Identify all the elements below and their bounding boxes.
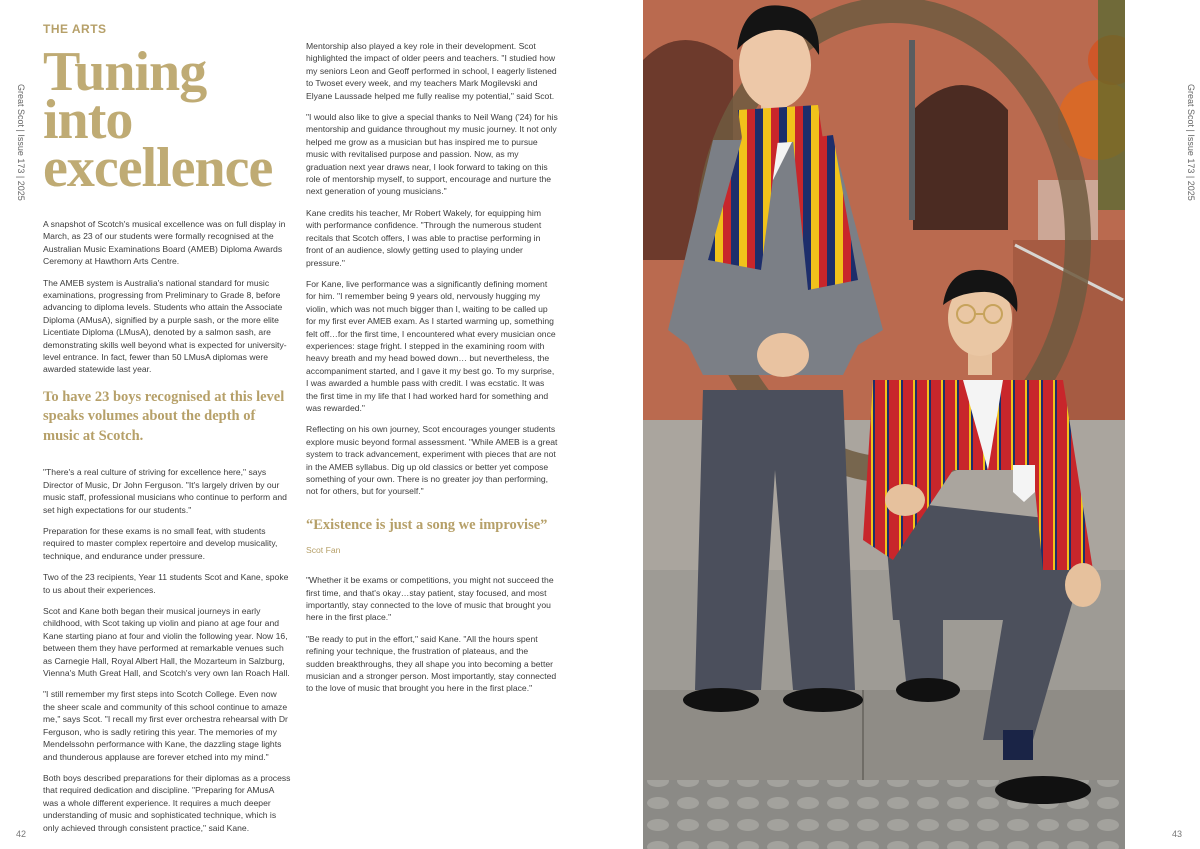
- pull-quote: To have 23 boys recognised at this level speaks volumes about the depth of music at Scotch.: [43, 388, 285, 444]
- page-number-right: 43: [1172, 829, 1183, 839]
- body-paragraph: The AMEB system is Australia's national standard for music examinations, progressing from Preliminary to Grade 8, before advancing to diploma levels. Students who attain the Associate Diploma (AMusA), signified by a purple sash, or the more elite Licentiate Diploma (LMusA), denoted by a salmon sash, are demonstrating skills well beyond what is expected for university-level entrance. In fact, fewer than 50 LMusA diplomas were awarded statewide last year.: [43, 277, 287, 375]
- body-paragraph: "I would also like to give a special thanks to Neil Wang ('24) for his mentorship and guidance throughout my music journey. It not only helped me grow as a musician but has inspired me to pursue music with revitalised purpose and passion. Now, as my graduation next year draws near, I look forward to taking on this role of mentorship myself, to support, encourage and nurture the next generation of young musicians.": [306, 112, 558, 197]
- article-title: [43, 41, 303, 200]
- quote-attribution: Scot Fan: [306, 544, 341, 555]
- body-paragraph: Mentorship also played a key role in their development. Scot highlighted the impact of older peers and teachers. "I studied how my seniors Leon and Geoff performed in school, I eagerly listened to Twoset every week, and my teachers Mark Mogilevski and Elyane Laussade helped me fully realise my potential," said Scot.: [306, 41, 557, 101]
- body-paragraph: "Be ready to put in the effort," said Kane. "All the hours spent refining your technique, the frustration of plateaus, and the sudden breakthroughs, they all shape you into becoming a better musician and a stronger person. Most importantly, stay connected to the love of music that brought you here in the first place.": [306, 633, 557, 694]
- body-paragraph: Reflecting on his own journey, Scot encourages younger students explore music beyond formal assessment. "While AMEB is a great system to track advancement, experiment with pieces that are not in the AMEB syllabus. Dig up old classics or better yet compose something of your own. There is no greater joy than performing, not for others, but for yourself.": [306, 424, 558, 497]
- body-paragraph: Two of the 23 recipients, Year 11 students Scot and Kane, spoke to us about their experiences.: [43, 572, 289, 595]
- running-head-left: Great Scot | Issue 173 | 2025: [16, 84, 26, 201]
- feature-quote: “Existence is just a song we improvise”: [306, 516, 548, 533]
- body-paragraph: "Whether it be exams or competitions, you might not succeed the first time, and that's okay…stay patient, stay focused, and most importantly, stay connected to the love of music that brought you here in the first place.": [306, 575, 554, 623]
- title-line: Tuning: [43, 41, 207, 103]
- body-paragraph: Kane credits his teacher, Mr Robert Wakely, for equipping him with performance confidence. "Through the numerous student recitals that Scotch offers, I was able to practise performing in front of an audience, slowly getting used to playing under pressure.": [306, 207, 542, 268]
- body-paragraph: "There's a real culture of striving for excellence here," says Director of Music, Dr John Ferguson. "It's largely driven by our music staff, professional musicians who continue to perform and set high expectations for our students.": [43, 467, 287, 515]
- body-paragraph: Scot and Kane both began their musical journeys in early childhood, with Scot taking up violin and piano at age four and Kane starting piano at four and violin the following year. Now 16, between them they have performed at remarkable venues such as Carnegie Hall, Royal Albert Hall, the Mozarteum in Salzburg, Vienna's Muth Great Hall, and Scotch's very own Ian Roach Hall.: [43, 606, 290, 679]
- page-number-left: 42: [16, 829, 27, 839]
- left-column: [43, 218, 291, 843]
- body-paragraph: Preparation for these exams is no small feat, with students required to master complex repertoire and develop musicality, technique, and endurance under pressure.: [43, 526, 278, 561]
- body-paragraph: Both boys described preparations for their diplomas as a process that required dedication and discipline. "Preparing for AMusA was a whole different experience. It requires a much deeper understanding of music and sophisticated technique, which is only achieved through consistent practice," said Kane.: [43, 772, 291, 833]
- body-paragraph: For Kane, live performance was a significantly defining moment for him. "I remember being 9 years old, nervously hugging my violin, which was not much bigger than I, waiting to be called up for my first ever AMEB exam. As I started warming up, something felt off…for the first time, I encountered what every musician once experiences: stage fright. I stepped in the examining room with heavy breath and my head bowed down… but nevertheless, the accompaniment started, and I gave it my best go. To my surprise, I was awarded a humble pass with credit. I was ecstatic. It was the first time in my life that I had worked hard for something and was rewarded.": [306, 278, 556, 413]
- title-line: into: [43, 89, 133, 152]
- middle-column: [306, 40, 558, 704]
- title-line: excellence: [43, 137, 273, 200]
- students-photo: [643, 0, 1125, 849]
- section-label: THE ARTS: [43, 22, 107, 36]
- running-head-right: Great Scot | Issue 173 | 2025: [1186, 84, 1196, 201]
- intro-paragraph: A snapshot of Scotch's musical excellence was on full display in March, as 23 of our students were formally recognised at the Australian Music Examinations Board (AMEB) Diploma Awards Ceremony at Hawthorn Arts Centre.: [43, 219, 286, 267]
- body-paragraph: "I still remember my first steps into Scotch College. Even now the sheer scale and community of this school continue to amaze me," says Scot. "I recall my first ever orchestra rehearsal with Dr Ferguson, who is sadly retiring this year. The memories of my Mendelssohn performance with Kane, the dazzling stage lights and thunderous applause are forever etched into my mind.": [43, 689, 288, 762]
